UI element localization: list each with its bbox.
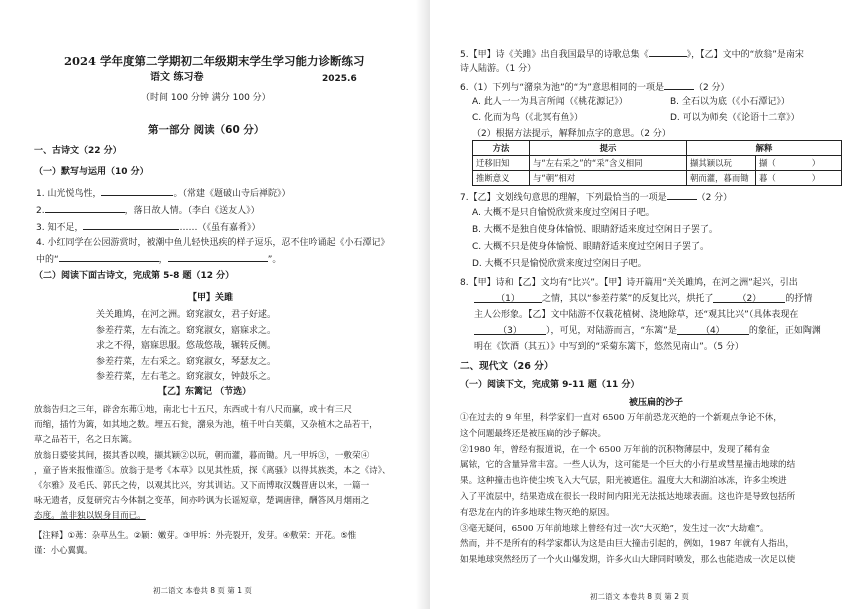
poem-line: 参差荇菜，左右采之。窈窕淑女，琴瑟友之。 bbox=[96, 356, 277, 367]
poem-line: 关关雎鸠，在河之洲。窈窕淑女，君子好逑。 bbox=[96, 310, 277, 320]
q7-score: （2 分） bbox=[696, 193, 733, 203]
q4-blank-1[interactable] bbox=[59, 252, 159, 262]
q8-text-6: 的象征，正如陶渊 bbox=[748, 326, 821, 336]
article-line: 果。这种撞击也许使尘埃飞入大气层，阳光被遮住。温度大大和湖泊冰冻，许多尘埃进 bbox=[460, 476, 787, 487]
answer-close: ） bbox=[811, 158, 821, 168]
table-header-method: 方法 bbox=[473, 141, 530, 156]
sub2-heading: （二）阅读下面古诗文，完成第 5-8 题（12 分） bbox=[34, 271, 235, 281]
prose-line: 《尔雅》及毛氏、郭氏之传，以观其比兴，穷其训诂。又下而博取汉魏晋唐以来，一篇一 bbox=[34, 481, 370, 492]
q3-source: ……（《虽有嘉肴》） bbox=[179, 223, 261, 233]
article-line: ③毫无疑问，6500 万年前地球上曾经有过一次“大灭绝”，发生过一次“大劫难”。 bbox=[460, 523, 769, 534]
question-1 bbox=[36, 186, 290, 200]
poem-guanju bbox=[96, 308, 276, 386]
q7-text: 7.【乙】文划线句意思的理解，下列最恰当的一项是 bbox=[460, 193, 667, 203]
q5-text: 5.【甲】诗《关雎》出自我国最早的诗歌总集《 bbox=[460, 50, 649, 60]
poem-line: 参差荇菜，左右流之。窈窕淑女，寤寐求之。 bbox=[96, 325, 277, 336]
table-cell-method: 推断意义 bbox=[473, 171, 530, 186]
q4-close: ”。 bbox=[267, 255, 282, 265]
exam-subtitle: 语文 练习卷 bbox=[150, 72, 204, 83]
exam-title: 2024 学年度第二学期初二年级期末学生学习能力诊断练习 bbox=[64, 54, 365, 68]
blank-mark: （2） bbox=[737, 294, 762, 304]
question-5 bbox=[460, 47, 804, 61]
table-header-row bbox=[473, 141, 842, 156]
question-8: 8.【甲】诗和【乙】文均有“比兴”。【甲】诗开篇用“关关雎鸠，在河之洲”起兴，引出 bbox=[460, 278, 798, 288]
q2-blank[interactable] bbox=[45, 203, 125, 213]
q7-option-d[interactable]: D. 大概不只是愉悦欣赏来度过空闲日子吧。 bbox=[472, 259, 647, 269]
prose-line: 态度。盖非独以娱身目而已。 bbox=[34, 511, 146, 522]
table-cell-answer[interactable] bbox=[756, 171, 842, 186]
q1-source: 。（常建《题破山寺后禅院》） bbox=[173, 189, 291, 199]
q6-option-c[interactable]: C. 化而为鸟（《北冥有鱼》） bbox=[472, 113, 584, 123]
q8-text-5: ），可见，对陆游而言，“东篱”是 bbox=[546, 326, 677, 336]
prose-line: 放翁告归之三年，辟舍东茀①地，南北七十五尺，东西或十有八尺而赢，或十有三尺 bbox=[34, 405, 352, 415]
answer-close: ） bbox=[811, 173, 821, 183]
answer-open: 暮（ bbox=[759, 173, 776, 183]
table-cell-hint: 与“左右采之”的“采”含义相同 bbox=[530, 156, 687, 171]
exam-date: 2025.6 bbox=[322, 74, 357, 84]
q8-blank-2[interactable] bbox=[713, 293, 785, 303]
prose-line: 放翁日婆娑其间，掇其香以嗅，撷其颖②以玩，朝而灌，暮而锄。凡一甲坼③，一敷荣④ bbox=[34, 450, 370, 461]
article-line: 入了平流层中，结果造成在很长一段时间内阳光无法抵达地球表面。这也许是导致包括所 bbox=[460, 491, 796, 502]
blank-mark: （4） bbox=[700, 326, 725, 336]
q6-option-b[interactable]: B. 全石以为底（《小石潭记》） bbox=[670, 97, 790, 107]
question-4: 4. 小红同学在公园游赏时，被潮中鱼儿轻快迅疾的样子逗乐，忍不住吟诵起《小石潭记》 bbox=[36, 238, 390, 248]
article-line: 这个问题最终还是被压扁的沙子解决。 bbox=[460, 428, 607, 439]
prose-line: 而缩，插竹为篱，如其地之数。埋五石瓮，潴泉为池，植千叶白芙蕖，又杂植木之品若干， bbox=[34, 420, 378, 431]
question-7 bbox=[460, 190, 732, 204]
footnote-2: 谨：小心翼翼。 bbox=[34, 545, 93, 555]
q7-option-c[interactable]: C. 大概不只是使身体愉悦、眼睛舒适来度过空闲日子罢了。 bbox=[472, 242, 710, 252]
blank-mark: （3） bbox=[498, 326, 522, 336]
q6-blank[interactable] bbox=[664, 80, 694, 90]
q6-score: （2 分） bbox=[693, 83, 730, 93]
section2-heading: 二、现代文（26 分） bbox=[460, 361, 554, 372]
poem-line: 求之不得，寤寐思服。悠哉悠哉，辗转反侧。 bbox=[96, 341, 277, 351]
q8-text-2: 之情，其以“参差荇菜”的反复比兴，烘托了 bbox=[542, 294, 714, 304]
q8-blank-3[interactable] bbox=[474, 325, 546, 335]
q4-blank-2[interactable] bbox=[168, 252, 268, 262]
prose-line: 草之品若干，名之曰东篱。 bbox=[34, 435, 138, 446]
table-row bbox=[473, 171, 842, 186]
q5-blank[interactable] bbox=[649, 47, 687, 57]
answer-open: 撷（ bbox=[759, 158, 776, 168]
prose-line: 咏无遗者，反复研究古今体制之变革，间亦吟讽为长谣短章，楚调唐律，酬答风月烟雨之 bbox=[34, 496, 370, 507]
q8-blank-1[interactable] bbox=[474, 293, 542, 303]
question-2 bbox=[36, 203, 260, 217]
q6-text: 6.（1）下列与“潴泉为池”的“为”意思相同的一项是 bbox=[460, 83, 664, 93]
question-4-line2 bbox=[36, 252, 281, 266]
question-8-line2 bbox=[474, 293, 812, 305]
table-header-explain: 解释 bbox=[687, 141, 842, 156]
table-cell-hint: 与“朝”相对 bbox=[530, 171, 687, 186]
question-8-line4 bbox=[474, 325, 821, 337]
q6-option-d[interactable]: D. 可以为师矣（《论语十二章》） bbox=[670, 113, 800, 123]
page-right bbox=[430, 0, 860, 609]
page-fold-shadow bbox=[416, 0, 430, 609]
q7-blank[interactable] bbox=[667, 190, 697, 200]
table-cell-answer[interactable] bbox=[756, 156, 842, 171]
q4-comma: ， bbox=[158, 255, 168, 265]
q2-num: 2. bbox=[36, 206, 45, 216]
prose-line: ，童子皆来报惟谨⑤。放翁于是考《本草》以见其性质，探《离骚》以得其族类，本之《诗》、 bbox=[34, 465, 391, 476]
part1-heading: 第一部分 阅读（60 分） bbox=[148, 124, 265, 136]
question-8-line5: 明在《饮酒（其五）》中写到的“采菊东篱下，悠然见南山”。（5 分） bbox=[474, 342, 744, 352]
prose-dongliji bbox=[34, 403, 391, 525]
q3-text: 3. 知不足， bbox=[36, 223, 84, 233]
article-line: 属铱，它的含量异常丰富。一些人认为，这可能是一个巨大的小行星或彗星撞击地球的结 bbox=[460, 460, 796, 471]
page-footer-right: 初二语文 本卷共 8 页 第 2 页 bbox=[590, 592, 689, 601]
q3-blank[interactable] bbox=[83, 220, 179, 230]
q8-text-3: 的抒情 bbox=[785, 294, 813, 304]
footnote: 【注释】①茀：杂草丛生。②颖：嫩芽。③甲坼：外壳裂开，发芽。④敷荣：开花。⑤惟 bbox=[34, 530, 357, 540]
q1-text: 1. 山光悦鸟性， bbox=[36, 189, 102, 199]
article-line: 如果地球突然经历了一个火山爆发期，许多火山大肆同时喷发，那么也能造成一次足以使 bbox=[460, 555, 796, 566]
q7-option-b[interactable]: B. 大概不是独自使身体愉悦、眼睛舒适来度过空闲日子罢了。 bbox=[472, 225, 718, 235]
poem-line: 参差荇菜，左右芼之。窈窕淑女，钟鼓乐之。 bbox=[96, 372, 277, 382]
q6-part2: （2）根据方法提示，解释加点字的意思。（2 分） bbox=[472, 129, 671, 139]
poem-jia-title: 【甲】关雎 bbox=[188, 293, 234, 303]
sub3-heading: （一）阅读下文，完成第 9-11 题（11 分） bbox=[460, 380, 640, 390]
q2-text: ，落日故人情。（李白《送友人》） bbox=[124, 206, 260, 216]
method-table bbox=[472, 140, 842, 186]
q7-option-a[interactable]: A. 大概不是只自愉悦欣赏来度过空闲日子吧。 bbox=[472, 208, 655, 218]
question-8-line3: 主人公形象。【乙】文中陆游不仅栽花植树、浇地除草，还“观其比兴”（具体表现在 bbox=[474, 310, 799, 320]
article-title: 被压扁的沙子 bbox=[629, 398, 684, 408]
q8-blank-4[interactable] bbox=[677, 325, 749, 335]
blank-mark: （1） bbox=[496, 294, 520, 304]
table-cell-phrase: 撷其颖以玩 bbox=[687, 156, 756, 171]
page-footer-left: 初二语文 本卷共 8 页 第 1 页 bbox=[153, 586, 252, 595]
question-3 bbox=[36, 220, 260, 234]
question-5-line2: 诗人陆游。（1 分） bbox=[460, 64, 537, 74]
article-line: ①在过去的 9 年里，科学家们一直对 6500 万年前恐龙灭绝的一个新观点争论不休， bbox=[460, 413, 782, 423]
sub1-heading: （一）默写与运用（10 分） bbox=[34, 167, 149, 177]
article-line: 然而，并不是所有的科学家都认为这是由巨大撞击引起的，例如，1987 年就有人指出， bbox=[460, 539, 794, 550]
time-score: （时间 100 分钟 满分 100 分） bbox=[141, 93, 271, 103]
table-row bbox=[473, 156, 842, 171]
article-line: ②1980 年，曾经有报道说，在一个 6500 万年前的沉积物薄层中，发现了稀有金 bbox=[460, 444, 770, 455]
table-header-hint: 提示 bbox=[530, 141, 687, 156]
table-cell-phrase: 朝而灌，暮而锄 bbox=[687, 171, 756, 186]
article-body bbox=[460, 411, 795, 569]
table-cell-method: 迁移旧知 bbox=[473, 156, 530, 171]
article-line: 有恐龙在内的许多地球生物灭绝的原因。 bbox=[460, 507, 615, 518]
question-6 bbox=[460, 80, 730, 94]
prose-yi-title: 【乙】东篱记 （节选） bbox=[158, 387, 252, 397]
q1-blank[interactable] bbox=[101, 186, 173, 196]
q4-open: 中的“ bbox=[36, 255, 59, 265]
q5-text-2: 》，【乙】文中的“放翁”是南宋 bbox=[686, 50, 804, 60]
section1-heading: 一、古诗文（22 分） bbox=[34, 146, 122, 156]
q6-option-a[interactable]: A. 此人一一为具言所闻（《桃花源记》） bbox=[472, 97, 628, 107]
